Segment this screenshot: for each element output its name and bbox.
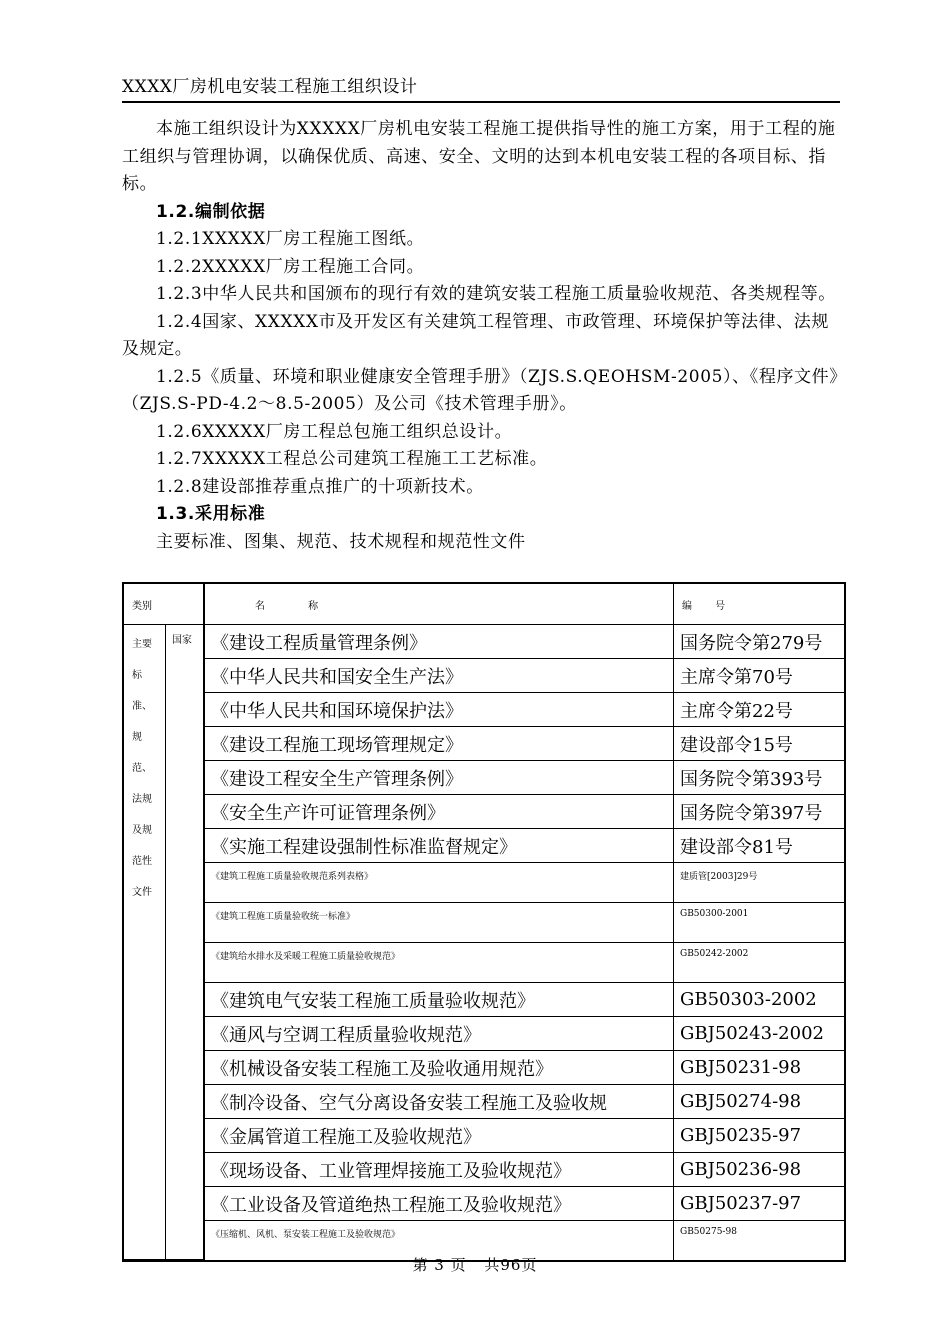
standard-code: GBJ50236-98 bbox=[674, 1153, 844, 1187]
basis-item: 1.2.6XXXXX厂房工程总包施工组织总设计。 bbox=[156, 421, 513, 442]
document-header bbox=[122, 72, 840, 103]
header-name: 名 称 bbox=[204, 584, 674, 625]
standard-code: GB50300-2001 bbox=[674, 903, 844, 943]
section-heading-standards: 1.3.采用标准 bbox=[156, 504, 266, 524]
table-caption: 主要标准、图集、规范、技术规程和规范性文件 bbox=[156, 531, 526, 552]
standard-code: GBJ50231-98 bbox=[674, 1051, 844, 1085]
standard-code: GB50275-98 bbox=[680, 1227, 737, 1237]
table-row bbox=[124, 625, 844, 659]
standard-name: 《金属管道工程施工及验收规范》 bbox=[204, 1119, 674, 1153]
standard-name: 《压缩机、风机、泵安装工程施工及验收规范》 bbox=[204, 1221, 674, 1260]
header-category: 类别 bbox=[124, 584, 204, 625]
standard-name: 《建筑给水排水及采暖工程施工质量验收规范》 bbox=[204, 943, 674, 983]
standard-code: GB50242-2002 bbox=[674, 943, 844, 983]
side-national-label: 国家 bbox=[166, 625, 204, 1260]
standard-code: GBJ50274-98 bbox=[674, 1085, 844, 1119]
standard-name: 《中华人民共和国环境保护法》 bbox=[204, 693, 674, 727]
standard-name: 《建设工程安全生产管理条例》 bbox=[204, 761, 674, 795]
basis-item: 1.2.5《质量、环境和职业健康安全管理手册》（ZJS.S.QEOHSM-2005）、《程序文件》（ZJS.S-PD-4.2～8.5-2005）及公司《技术管理手册》。 bbox=[122, 366, 839, 414]
standard-code: 主席令第22号 bbox=[674, 693, 844, 727]
table-row bbox=[124, 829, 844, 863]
basis-item: 1.2.4国家、XXXXX市及开发区有关建筑工程管理、市政管理、环境保护等法律、法规及规定。 bbox=[122, 311, 829, 359]
table-row bbox=[124, 1119, 844, 1153]
basis-item: 1.2.8建设部推荐重点推广的十项新技术。 bbox=[156, 476, 484, 497]
table-row bbox=[124, 863, 844, 903]
page-total: 共96页 bbox=[484, 1256, 538, 1274]
standard-name: 《建设工程施工现场管理规定》 bbox=[204, 727, 674, 761]
standard-code: 建质管[2003]29号 bbox=[674, 863, 844, 903]
table-row bbox=[124, 1153, 844, 1187]
basis-item: 1.2.2XXXXX厂房工程施工合同。 bbox=[156, 256, 425, 277]
standard-code: 国务院令第397号 bbox=[674, 795, 844, 829]
standard-name: 《建设工程质量管理条例》 bbox=[204, 625, 674, 659]
table-row bbox=[124, 1085, 844, 1119]
standard-code: 国务院令第279号 bbox=[674, 625, 844, 659]
standard-code: GB50303-2002 bbox=[674, 983, 844, 1017]
standard-name: 《工业设备及管道绝热工程施工及验收规范》 bbox=[204, 1187, 674, 1221]
table-row bbox=[124, 1187, 844, 1221]
standard-name: 《实施工程建设强制性标准监督规定》 bbox=[204, 829, 674, 863]
basis-item: 1.2.1XXXXX厂房工程施工图纸。 bbox=[156, 229, 425, 249]
standard-name: 《安全生产许可证管理条例》 bbox=[204, 795, 674, 829]
standard-name: 《机械设备安装工程施工及验收通用规范》 bbox=[204, 1051, 674, 1085]
side-category-label: 主要标准、规范、法规及规范性文件 bbox=[124, 625, 166, 1260]
table-row bbox=[124, 659, 844, 693]
table-row bbox=[124, 693, 844, 727]
standard-name: 《现场设备、工业管理焊接施工及验收规范》 bbox=[204, 1153, 674, 1187]
table-header-row bbox=[124, 584, 844, 625]
header-code: 编 号 bbox=[674, 584, 844, 625]
standard-code: 主席令第70号 bbox=[674, 659, 844, 693]
standard-code: 建设部令15号 bbox=[674, 727, 844, 761]
intro-paragraph: 本施工组织设计为XXXXX厂房机电安装工程施工提供指导性的施工方案，用于工程的施工组织与管理协调，以确保优质、高速、安全、文明的达到本机电安装工程的各项目标、指标。 bbox=[122, 119, 836, 194]
standard-name: 《建筑工程施工质量验收统一标准》 bbox=[204, 903, 674, 943]
table-row bbox=[124, 943, 844, 983]
page-number: 第 3 页 bbox=[412, 1256, 467, 1274]
standard-name: 《中华人民共和国安全生产法》 bbox=[204, 659, 674, 693]
standard-code: 国务院令第393号 bbox=[674, 761, 844, 795]
standard-name: 《建筑工程施工质量验收规范系列表格》 bbox=[204, 863, 674, 903]
section-heading-basis: 1.2.编制依据 bbox=[156, 201, 266, 222]
standard-code: 建设部令81号 bbox=[674, 829, 844, 863]
standard-name: 《制冷设备、空气分离设备安装工程施工及验收规 bbox=[204, 1085, 674, 1119]
table-row bbox=[124, 1017, 844, 1051]
basis-item: 1.2.3中华人民共和国颁布的现行有效的建筑安装工程施工质量验收规范、各类规程等。 bbox=[156, 284, 836, 304]
document-body bbox=[122, 116, 840, 556]
table-row bbox=[124, 727, 844, 761]
header-title: XXXX厂房机电安装工程施工组织设计 bbox=[122, 77, 418, 97]
standard-code: GBJ50237-97 bbox=[674, 1187, 844, 1221]
standard-code: GBJ50235-97 bbox=[674, 1119, 844, 1153]
page-footer bbox=[0, 1254, 950, 1275]
standard-name: 《通风与空调工程质量验收规范》 bbox=[204, 1017, 674, 1051]
standard-code: GBJ50243-2002 bbox=[674, 1017, 844, 1051]
table-row bbox=[124, 1051, 844, 1085]
standards-table bbox=[122, 582, 846, 1262]
standard-name: 《建筑电气安装工程施工质量验收规范》 bbox=[204, 983, 674, 1017]
table-row bbox=[124, 795, 844, 829]
table-row bbox=[124, 983, 844, 1017]
basis-item: 1.2.7XXXXX工程总公司建筑工程施工工艺标准。 bbox=[156, 449, 548, 469]
table-row bbox=[124, 761, 844, 795]
table-row bbox=[124, 903, 844, 943]
